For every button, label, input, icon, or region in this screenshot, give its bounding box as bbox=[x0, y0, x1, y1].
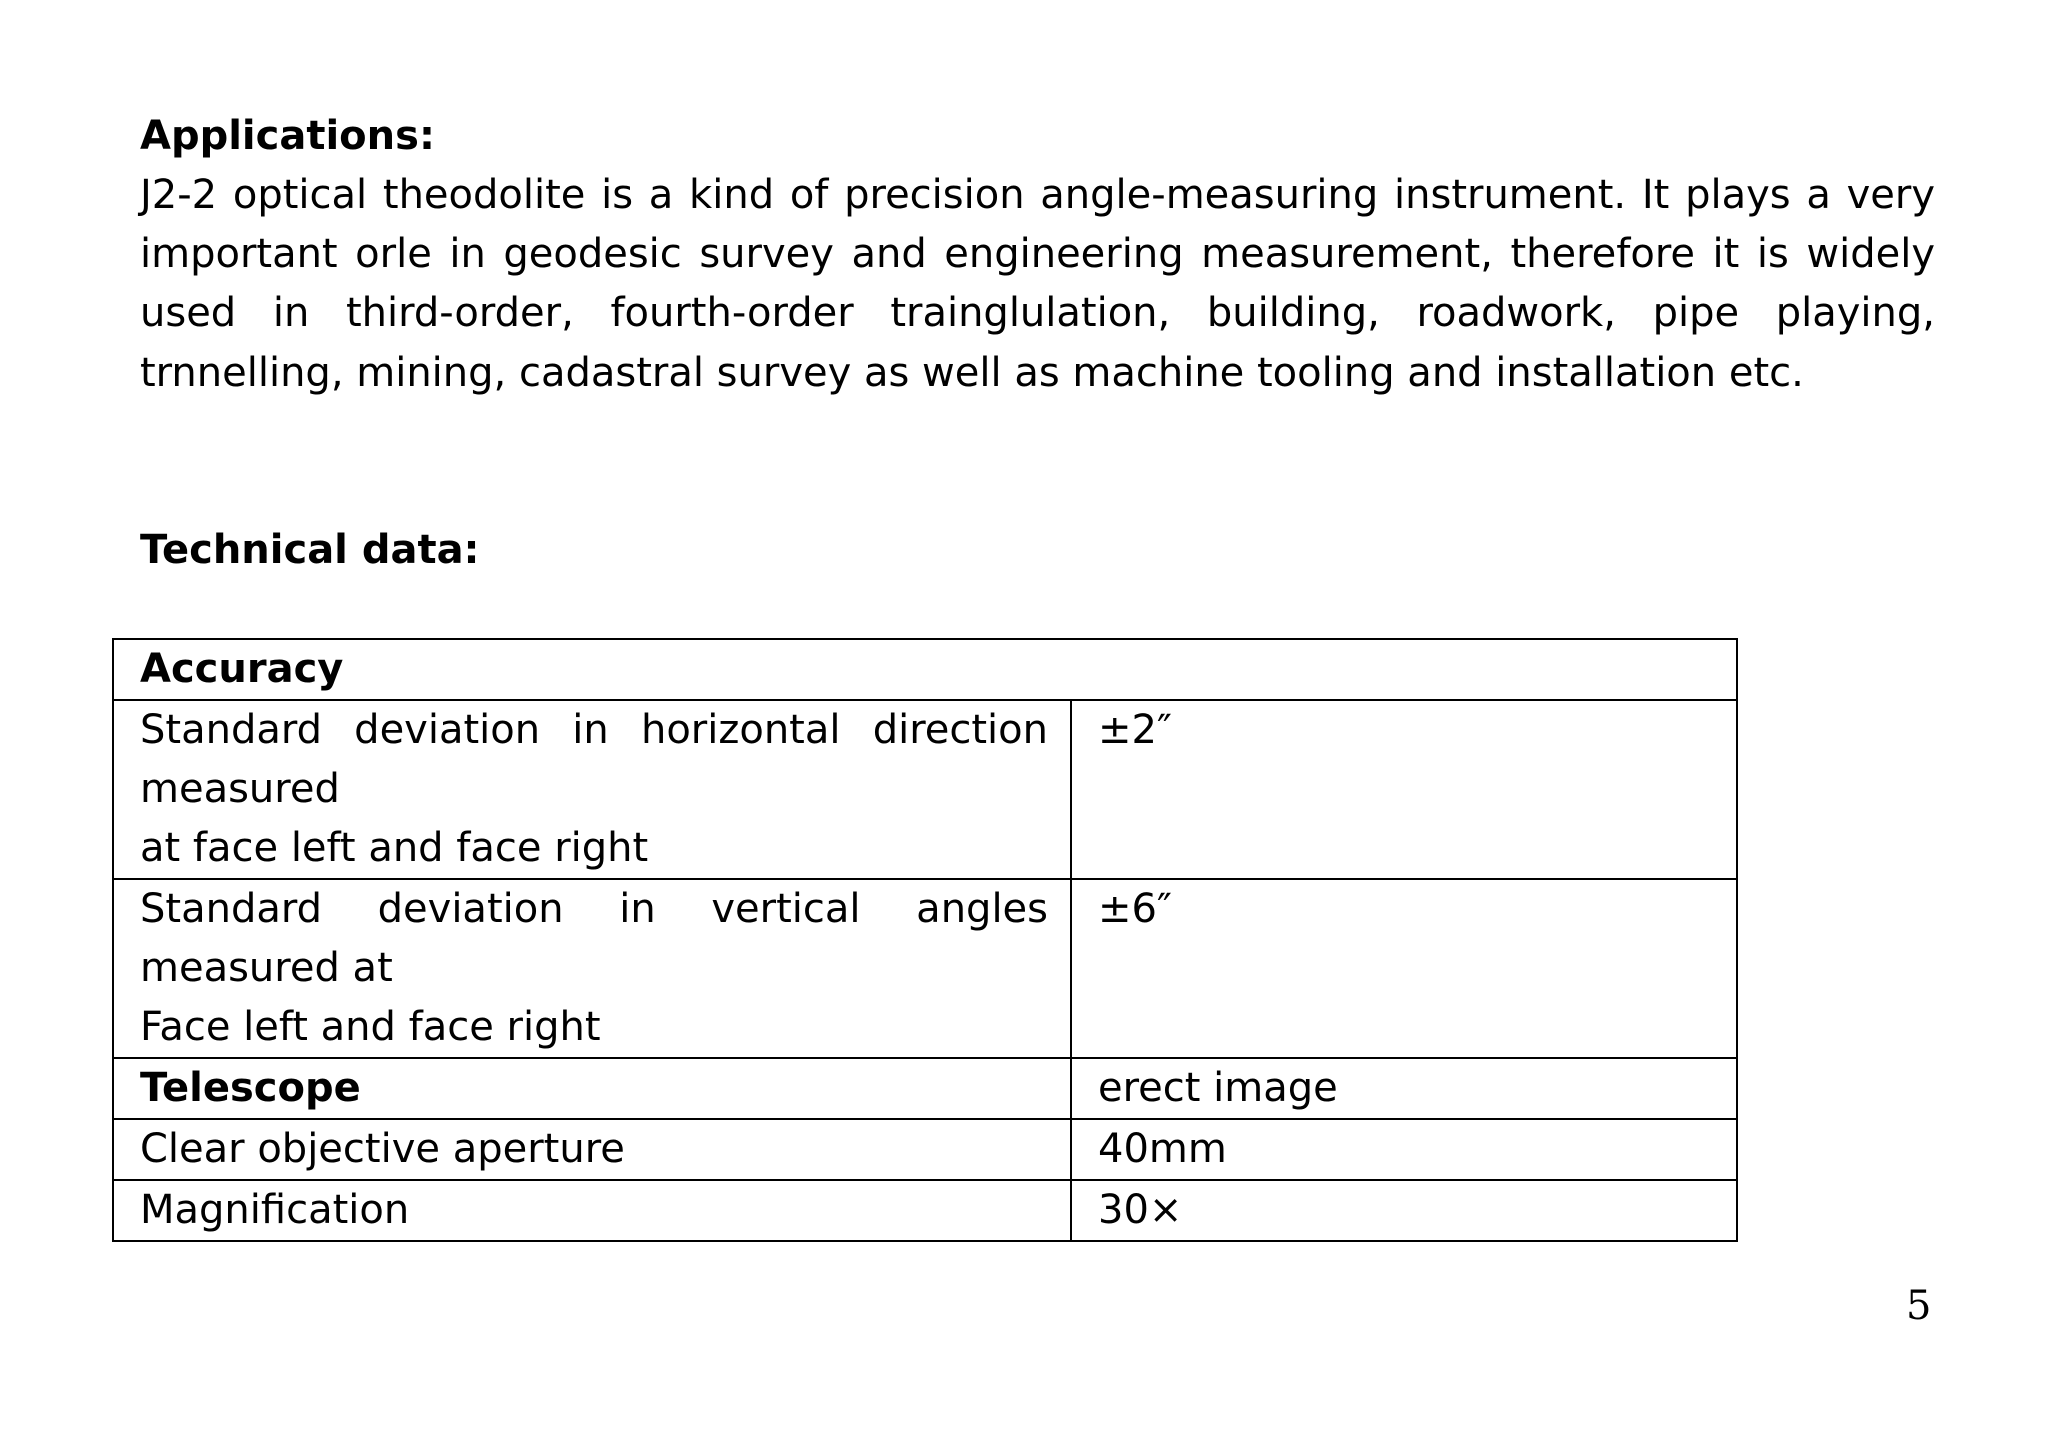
table-row-magnification bbox=[113, 1180, 1737, 1241]
magnification-value: 30× bbox=[1071, 1180, 1737, 1241]
telescope-value: erect image bbox=[1071, 1058, 1737, 1119]
page-number: 5 bbox=[1906, 1283, 1932, 1329]
aperture-label: Clear objective aperture bbox=[113, 1119, 1071, 1180]
technical-data-heading: Technical data: bbox=[140, 527, 480, 573]
table-row-telescope bbox=[113, 1058, 1737, 1119]
vertical-deviation-label bbox=[113, 879, 1071, 1058]
horizontal-deviation-value: ±2″ bbox=[1071, 700, 1737, 879]
horizontal-deviation-label bbox=[113, 700, 1071, 879]
accuracy-header: Accuracy bbox=[113, 639, 1737, 700]
applications-heading: Applications: bbox=[140, 113, 435, 159]
table-row-horizontal bbox=[113, 700, 1737, 879]
aperture-value: 40mm bbox=[1071, 1119, 1737, 1180]
applications-paragraph: J2-2 optical theodolite is a kind of precision angle-measuring instrument. It plays a very important orle in geodesic survey and engineering measurement, therefore it is widely used in third-order, fourth-order trainglulation, building, roadwork, pipe playing, trnnelling, mining, cadastral survey as well as machine tooling and installation etc. bbox=[140, 172, 1935, 396]
technical-data-table bbox=[112, 638, 1738, 1242]
vertical-deviation-label-line-1: Standard deviation in vertical angles measured at bbox=[140, 886, 1048, 991]
table-row-accuracy bbox=[113, 639, 1737, 700]
table-row-aperture bbox=[113, 1119, 1737, 1180]
vertical-deviation-value: ±6″ bbox=[1071, 879, 1737, 1058]
magnification-label: Magnification bbox=[113, 1180, 1071, 1241]
horizontal-deviation-label-line-2: at face left and face right bbox=[140, 825, 649, 871]
vertical-deviation-label-line-2: Face left and face right bbox=[140, 1004, 601, 1050]
telescope-label: Telescope bbox=[113, 1058, 1071, 1119]
horizontal-deviation-label-line-1: Standard deviation in horizontal direction measured bbox=[140, 707, 1048, 812]
table-row-vertical bbox=[113, 879, 1737, 1058]
